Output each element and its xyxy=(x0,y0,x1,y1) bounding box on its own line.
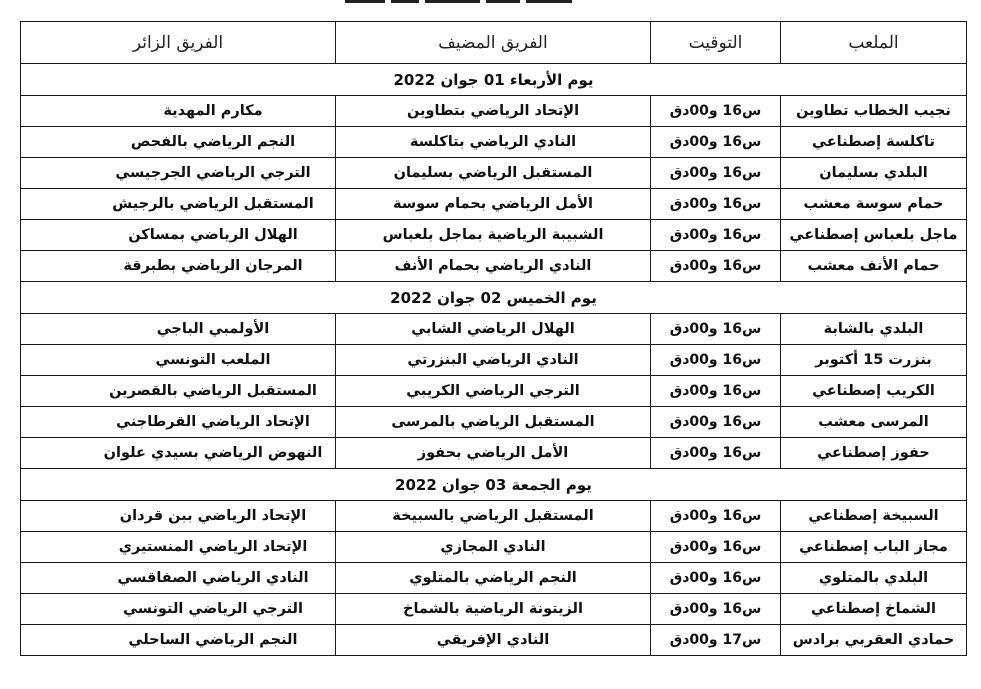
home-team-cell: النادي الرياضي بحمام الأنف xyxy=(336,251,651,282)
day-row xyxy=(21,282,967,314)
home-team-cell: المستقبل الرياضي بسليمان xyxy=(336,158,651,189)
time-cell: س16 و00دق xyxy=(651,532,781,563)
home-team-cell: الزيتونة الرياضية بالشماخ xyxy=(336,594,651,625)
away-team-cell: النهوض الرياضي بسيدي علوان xyxy=(21,438,336,469)
time-cell: س16 و00دق xyxy=(651,345,781,376)
table-header-row xyxy=(21,22,967,64)
stadium-cell: البلدي بالشابة xyxy=(781,314,967,345)
time-cell: س16 و00دق xyxy=(651,189,781,220)
away-team-cell: الترجي الرياضي التونسي xyxy=(21,594,336,625)
header-away-team: الفريق الزائر xyxy=(21,22,336,64)
home-team-cell: الشبيبة الرياضية بماجل بلعباس xyxy=(336,220,651,251)
table-row xyxy=(21,220,967,251)
home-team-cell: النادي المجازي xyxy=(336,532,651,563)
home-team-cell: الأمل الرياضي بحمام سوسة xyxy=(336,189,651,220)
day-row xyxy=(21,64,967,96)
table-row xyxy=(21,127,967,158)
away-team-cell: الملعب التونسي xyxy=(21,345,336,376)
stadium-cell: حمام سوسة معشب xyxy=(781,189,967,220)
table-row xyxy=(21,376,967,407)
table-row xyxy=(21,189,967,220)
table-row xyxy=(21,594,967,625)
stadium-cell: السبيخة إصطناعي xyxy=(781,501,967,532)
time-cell: س16 و00دق xyxy=(651,158,781,189)
header-home-team: الفريق المضيف xyxy=(336,22,651,64)
table-row xyxy=(21,532,967,563)
table-row xyxy=(21,407,967,438)
time-cell: س16 و00دق xyxy=(651,251,781,282)
stadium-cell: الكريب إصطناعي xyxy=(781,376,967,407)
stadium-cell: بنزرت 15 أكتوبر xyxy=(781,345,967,376)
away-team-cell: النجم الرياضي الساحلي xyxy=(21,625,336,656)
away-team-cell: مكارم المهدية xyxy=(21,96,336,127)
home-team-cell: المستقبل الرياضي بالمرسى xyxy=(336,407,651,438)
time-cell: س16 و00دق xyxy=(651,127,781,158)
home-team-cell: الهلال الرياضي الشابي xyxy=(336,314,651,345)
time-cell: س16 و00دق xyxy=(651,563,781,594)
away-team-cell: النجم الرياضي بالفحص xyxy=(21,127,336,158)
time-cell: س16 و00دق xyxy=(651,594,781,625)
home-team-cell: الأمل الرياضي بحفوز xyxy=(336,438,651,469)
away-team-cell: المرجان الرياضي بطبرقة xyxy=(21,251,336,282)
stadium-cell: نجيب الخطاب تطاوين xyxy=(781,96,967,127)
time-cell: س17 و00دق xyxy=(651,625,781,656)
stadium-cell: حمادي العقربي برادس xyxy=(781,625,967,656)
day-label: يوم الجمعة 03 جوان 2022 xyxy=(21,469,967,501)
away-team-cell: الإتحاد الرياضي القرطاجني xyxy=(21,407,336,438)
home-team-cell: النادي الإفريقي xyxy=(336,625,651,656)
table-row xyxy=(21,314,967,345)
away-team-cell: الإتحاد الرياضي المنستيري xyxy=(21,532,336,563)
time-cell: س16 و00دق xyxy=(651,407,781,438)
stadium-cell: حمام الأنف معشب xyxy=(781,251,967,282)
table-row xyxy=(21,345,967,376)
table-row xyxy=(21,501,967,532)
away-team-cell: المستقبل الرياضي بالرجيش xyxy=(21,189,336,220)
stadium-cell: البلدي بسليمان xyxy=(781,158,967,189)
time-cell: س16 و00دق xyxy=(651,314,781,345)
stadium-cell: حفوز إصطناعي xyxy=(781,438,967,469)
time-cell: س16 و00دق xyxy=(651,376,781,407)
home-team-cell: النادي الرياضي البنزرتي xyxy=(336,345,651,376)
header-stadium: الملعب xyxy=(781,22,967,64)
stadium-cell: تاكلسة إصطناعي xyxy=(781,127,967,158)
away-team-cell: الهلال الرياضي بمساكن xyxy=(21,220,336,251)
stadium-cell: ماجل بلعباس إصطناعي xyxy=(781,220,967,251)
home-team-cell: الترجي الرياضي الكريبي xyxy=(336,376,651,407)
day-label: يوم الأربعاء 01 جوان 2022 xyxy=(21,64,967,96)
away-team-cell: المستقبل الرياضي بالقصرين xyxy=(21,376,336,407)
time-cell: س16 و00دق xyxy=(651,220,781,251)
day-row xyxy=(21,469,967,501)
home-team-cell: الإتحاد الرياضي بتطاوين xyxy=(336,96,651,127)
table-row xyxy=(21,96,967,127)
away-team-cell: الترجي الرياضي الجرجيسي xyxy=(21,158,336,189)
table-row xyxy=(21,251,967,282)
stadium-cell: البلدي بالمتلوي xyxy=(781,563,967,594)
table-row xyxy=(21,158,967,189)
home-team-cell: النجم الرياضي بالمتلوي xyxy=(336,563,651,594)
header-time: التوقيت xyxy=(651,22,781,64)
stadium-cell: مجاز الباب إصطناعي xyxy=(781,532,967,563)
table-row xyxy=(21,563,967,594)
time-cell: س16 و00دق xyxy=(651,501,781,532)
cropped-title-fragment xyxy=(345,0,595,6)
stadium-cell: الشماخ إصطناعي xyxy=(781,594,967,625)
stadium-cell: المرسى معشب xyxy=(781,407,967,438)
table-row xyxy=(21,438,967,469)
time-cell: س16 و00دق xyxy=(651,438,781,469)
table-row xyxy=(21,625,967,656)
home-team-cell: النادي الرياضي بتاكلسة xyxy=(336,127,651,158)
away-team-cell: الأولمبي الباجي xyxy=(21,314,336,345)
away-team-cell: النادي الرياضي الصفاقسي xyxy=(21,563,336,594)
time-cell: س16 و00دق xyxy=(651,96,781,127)
day-label: يوم الخميس 02 جوان 2022 xyxy=(21,282,967,314)
home-team-cell: المستقبل الرياضي بالسبيخة xyxy=(336,501,651,532)
match-schedule-table xyxy=(20,21,967,656)
away-team-cell: الإتحاد الرياضي ببن قردان xyxy=(21,501,336,532)
